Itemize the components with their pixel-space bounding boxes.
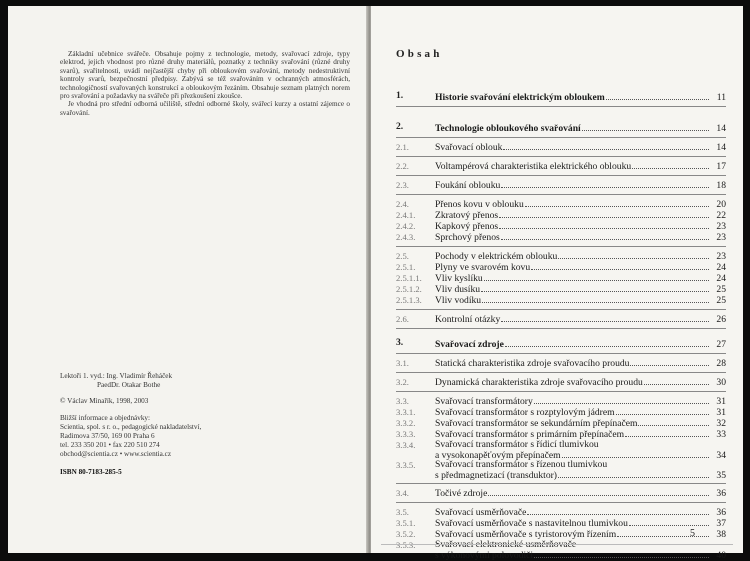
toc-entry-number: 2.6. (396, 314, 409, 324)
toc-entry-title: Svařovací zdroje (435, 339, 504, 350)
toc-entry-title: Točivé zdroje (435, 488, 488, 499)
isbn: ISBN 80-7183-285-5 (60, 467, 122, 476)
toc-dot-leader (606, 99, 709, 100)
toc-entry-page: 26 (716, 314, 726, 325)
toc-dot-leader (531, 269, 709, 270)
toc-entry (396, 295, 726, 306)
contact: obchod@scientia.cz • www.scientia.cz (60, 450, 172, 459)
address: Radimova 37/50, 169 00 Praha 6 (60, 432, 155, 441)
toc-dot-leader (482, 302, 709, 303)
toc-entry (396, 161, 726, 172)
toc-separator (396, 391, 726, 392)
toc-heading: Obsah (396, 48, 443, 60)
toc-entry (396, 90, 726, 103)
toc-entry-title: Statická charakteristika zdroje svařovacího proudu (435, 358, 630, 369)
imprint (60, 372, 340, 477)
toc-entry-page: 20 (716, 199, 726, 210)
copyright: © Václav Minařík, 1998, 2003 (60, 397, 149, 406)
reviewers-label: Lektoři 1. vyd.: (60, 372, 105, 380)
toc-entry-title: Vliv vodíku (435, 295, 482, 306)
toc-dot-leader (625, 436, 709, 437)
toc-entry-title: Voltampérová charakteristika elektrického oblouku (435, 161, 632, 172)
toc-entry-title: Svařovací transformátor s řízenou tlumivkou (435, 459, 608, 470)
toc-entry-title: Vliv dusíku (435, 284, 481, 295)
toc-entry-title: Plyny ve svarovém kovu (435, 262, 531, 273)
toc-entry (396, 407, 726, 418)
toc-entry (396, 337, 726, 350)
toc-entry-page: 24 (716, 262, 726, 273)
toc-entry-title: Přenos kovu v oblouku (435, 199, 524, 210)
toc-entry-number: 2.5.1.2. (396, 284, 422, 294)
toc-entry-title: Technologie obloukového svařování (435, 123, 581, 134)
abstract-paragraph-1: Základní učebnice svářeče. Obsahuje pojmy z technologie, metody, svařovací zdroje, typy elektrod, jejich vhodnost pro různé druhy materiálů, poznatky z techniky svařování (různé druhy svarů), svařitelnosti, uvádí nejčastější chyby při obloukovém svařování, metody nedestruktivní kontroly svarů, bezpečnostní předpisy. Zabývá se též svařováním v ochranných atmosférách, technologičností svařovaných konstrukcí a obloukovým řezáním. Obsahuje seznam platných norem pro svařování a požadavky na svářeče při přezkoušení zkoušce. (60, 50, 350, 101)
toc-entry (396, 460, 726, 480)
toc-entry-number: 2.4. (396, 199, 409, 209)
toc-separator (396, 156, 726, 157)
publisher: Scientia, spol. s r. o., pedagogické nakladatelství, (60, 422, 202, 431)
toc-entry-number: 3.3. (396, 396, 409, 406)
toc-entry-number: 3.3.2. (396, 418, 416, 428)
toc-entry-title: Svařovací transformátor s řídicí tlumivkou (435, 439, 599, 450)
reviewer-2: PaedDr. Otakar Bothe (97, 381, 161, 390)
toc-entry-number: 3.3.4. (396, 440, 416, 450)
toc-entry-number: 2.4.2. (396, 221, 416, 231)
toc-entry-number: 2.5. (396, 251, 409, 261)
toc-entry-title: Sprchový přenos (435, 232, 500, 243)
toc-entry-page: 31 (716, 407, 726, 418)
toc-dot-leader (582, 130, 709, 131)
toc-entry (396, 142, 726, 153)
toc-entry-number: 3.5.1. (396, 518, 416, 528)
toc-separator (396, 483, 726, 484)
toc-entry-title: Kapkový přenos (435, 221, 499, 232)
toc-entry (396, 518, 726, 529)
toc-dot-leader (562, 457, 709, 458)
page-number: 5 (690, 528, 695, 539)
toc-dot-leader (629, 525, 709, 526)
toc-separator (396, 372, 726, 373)
toc-entry (396, 377, 726, 388)
toc-entry-title: Zkratový přenos (435, 210, 499, 221)
toc-entry (396, 358, 726, 369)
toc-dot-leader (499, 217, 709, 218)
toc-dot-leader (617, 536, 709, 537)
toc-separator (396, 106, 726, 107)
toc-entry-title: Pochody v elektrickém oblouku (435, 251, 558, 262)
toc-entry-number: 2.5.1.1. (396, 273, 422, 283)
toc-entry-title: s výkonovými polovodiči (435, 550, 534, 561)
toc-entry-page: 23 (716, 221, 726, 232)
toc-entry (396, 284, 726, 295)
toc-entry-number: 3.1. (396, 358, 409, 368)
toc-entry-page: 27 (716, 339, 726, 350)
toc-dot-leader (630, 365, 709, 366)
toc-entry-page: 18 (716, 180, 726, 191)
toc-entry (396, 396, 726, 407)
toc-entry-page: 11 (716, 92, 726, 103)
toc-entry-page: 14 (716, 123, 726, 134)
toc-entry-number: 3.3.3. (396, 429, 416, 439)
toc-entry-number: 3.3.5. (396, 460, 416, 470)
toc-entry-page: 25 (716, 284, 726, 295)
toc-entry-page: 34 (716, 450, 726, 461)
toc-dot-leader (501, 187, 709, 188)
toc-entry-title: Dynamická charakteristika zdroje svařovacího proudu (435, 377, 643, 388)
toc-entry-page: 23 (716, 232, 726, 243)
toc-entry (396, 488, 726, 499)
toc-dot-leader (484, 280, 709, 281)
toc-entry-page: 31 (716, 396, 726, 407)
toc-entry-title: a vysokonapěťovým přepínačem (435, 450, 561, 461)
toc-dot-leader (481, 291, 709, 292)
toc-entry (396, 440, 726, 460)
reviewer-1: Ing. Vladimír Řeháček (106, 372, 173, 380)
toc-entry (396, 418, 726, 429)
toc-dot-leader (488, 495, 709, 496)
left-page (8, 6, 368, 553)
info-label: Bližší informace a objednávky: (60, 413, 151, 422)
toc-dot-leader (558, 477, 709, 478)
toc-separator (396, 175, 726, 176)
toc-entry-number: 3.2. (396, 377, 409, 387)
toc-entry-number: 1. (396, 90, 404, 101)
toc-entry-page: 23 (716, 251, 726, 262)
toc-entry-page: 38 (716, 529, 726, 540)
toc-entry (396, 180, 726, 191)
toc-entry-title: s předmagnetizací (transduktor) (435, 470, 558, 481)
toc-entry-title: Svařovací transformátor se sekundárním přepínačem (435, 418, 638, 429)
toc-entry-title: Kontrolní otázky (435, 314, 501, 325)
toc-entry-number: 3.5.2. (396, 529, 416, 539)
toc-dot-leader (534, 403, 709, 404)
toc-entry (396, 121, 726, 134)
toc-dot-leader (505, 346, 709, 347)
table-of-contents (396, 90, 726, 560)
toc-separator (396, 137, 726, 138)
toc-entry (396, 507, 726, 518)
toc-separator (396, 353, 726, 354)
toc-dot-leader (616, 414, 709, 415)
toc-entry-title: Svařovací transformátor s rozptylovým jádrem (435, 407, 615, 418)
toc-entry (396, 210, 726, 221)
toc-entry-page: 32 (716, 418, 726, 429)
toc-entry-number: 2. (396, 121, 404, 132)
toc-entry-number: 3.3.1. (396, 407, 416, 417)
toc-separator (396, 328, 726, 329)
toc-dot-leader (499, 228, 709, 229)
toc-entry (396, 221, 726, 232)
toc-entry (396, 314, 726, 325)
toc-entry-title: Svařovací usměrňovače (435, 507, 527, 518)
toc-entry-page: 14 (716, 142, 726, 153)
toc-separator (396, 246, 726, 247)
toc-entry-page: 22 (716, 210, 726, 221)
toc-dot-leader (558, 258, 709, 259)
toc-entry (396, 262, 726, 273)
toc-dot-leader (534, 557, 709, 558)
toc-entry-number: 3.5. (396, 507, 409, 517)
toc-entry-page: 25 (716, 295, 726, 306)
toc-entry-title: Foukání oblouku (435, 180, 501, 191)
toc-entry-title: Svařovací transformátory (435, 396, 533, 407)
toc-entry (396, 199, 726, 210)
toc-separator (396, 309, 726, 310)
toc-entry-number: 3. (396, 337, 404, 348)
toc-entry-number: 2.5.1. (396, 262, 416, 272)
toc-separator (396, 194, 726, 195)
toc-entry-number: 3.4. (396, 488, 409, 498)
toc-entry (396, 540, 726, 560)
toc-entry-title: Svařovací oblouk (435, 142, 503, 153)
toc-entry-title: Svařovací usměrňovače s tyristorovým řízením (435, 529, 617, 540)
toc-entry-page: 35 (716, 470, 726, 481)
toc-entry-number: 3.5.3. (396, 540, 416, 550)
toc-entry-page: 37 (716, 518, 726, 529)
toc-dot-leader (638, 425, 709, 426)
toc-entry-page: 36 (716, 488, 726, 499)
toc-entry (396, 232, 726, 243)
toc-separator (396, 502, 726, 503)
toc-entry-number: 2.3. (396, 180, 409, 190)
reviewers (60, 372, 340, 381)
toc-dot-leader (525, 206, 709, 207)
toc-dot-leader (527, 514, 709, 515)
toc-entry-title: Svařovací transformátor s primárním přepínačem (435, 429, 625, 440)
book-abstract (60, 50, 350, 117)
toc-entry (396, 273, 726, 284)
toc-entry-page: 24 (716, 273, 726, 284)
toc-entry-number: 2.4.1. (396, 210, 416, 220)
right-page (371, 6, 743, 561)
toc-entry-title: Svařovací usměrňovače s nastavitelnou tlumivkou (435, 518, 628, 529)
toc-dot-leader (644, 384, 709, 385)
toc-entry-page: 36 (716, 507, 726, 518)
toc-entry-number: 2.1. (396, 142, 409, 152)
toc-entry-page: 28 (716, 358, 726, 369)
toc-entry-page: 17 (716, 161, 726, 172)
abstract-paragraph-2: Je vhodná pro střední odborná učiliště, střední odborné školy, svářecí kurzy a ostatní zájemce o svařování. (60, 100, 350, 117)
toc-entry-title: Svařovací elektronické usměrňovače (435, 539, 577, 550)
phone-fax: tel. 233 350 201 • fax 220 510 274 (60, 441, 160, 450)
toc-dot-leader (503, 149, 709, 150)
toc-entry-title: Vliv kyslíku (435, 273, 483, 284)
toc-entry-page: 30 (716, 377, 726, 388)
toc-entry-number: 2.2. (396, 161, 409, 171)
toc-entry (396, 251, 726, 262)
toc-dot-leader (501, 321, 709, 322)
toc-entry-number: 2.5.1.3. (396, 295, 422, 305)
page-bottom-edge (381, 544, 733, 545)
toc-entry-number: 2.4.3. (396, 232, 416, 242)
toc-entry-title: Historie svařování elektrickým obloukem (435, 92, 605, 103)
toc-entry-page: 40 (716, 550, 726, 561)
toc-entry-page: 33 (716, 429, 726, 440)
toc-dot-leader (501, 239, 709, 240)
toc-dot-leader (632, 168, 709, 169)
